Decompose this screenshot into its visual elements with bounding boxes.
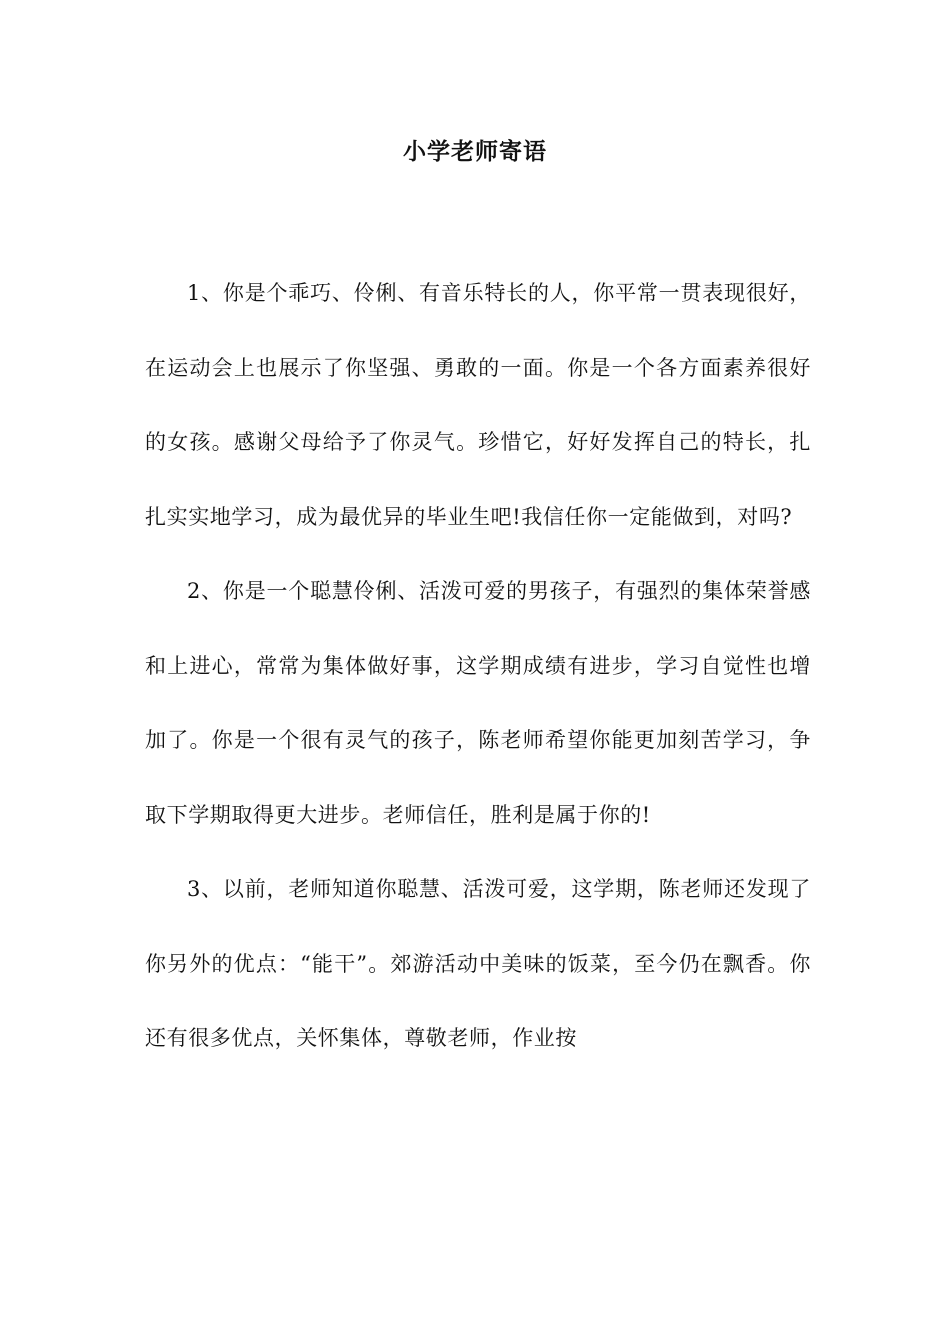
paragraph-1: 1、你是个乖巧、伶俐、有音乐特长的人，你平常一贯表现很好，在运动会上也展示了你坚强、勇敢的一面。你是一个各方面素养很好的女孩。感谢父母给予了你灵气。珍惜它，好好发挥自己的特长，扎扎实实地学习，成为最优异的毕业生吧!我信任你一定能做到，对吗?	[145, 281, 811, 529]
document-body	[145, 256, 811, 1076]
document-title: 小学老师寄语	[403, 138, 547, 165]
paragraph-2: 2、你是一个聪慧伶俐、活泼可爱的男孩子，有强烈的集体荣誉感和上进心，常常为集体做好事，这学期成绩有进步，学习自觉性也增加了。你是一个很有灵气的孩子，陈老师希望你能更加刻苦学习，争取下学期取得更大进步。老师信任，胜利是属于你的!	[145, 579, 811, 827]
paragraph-3: 3、以前，老师知道你聪慧、活泼可爱，这学期，陈老师还发现了你另外的优点：“能干”。郊游活动中美味的饭菜，至今仍在飘香。你还有很多优点，关怀集体，尊敬老师，作业按	[145, 877, 811, 1050]
